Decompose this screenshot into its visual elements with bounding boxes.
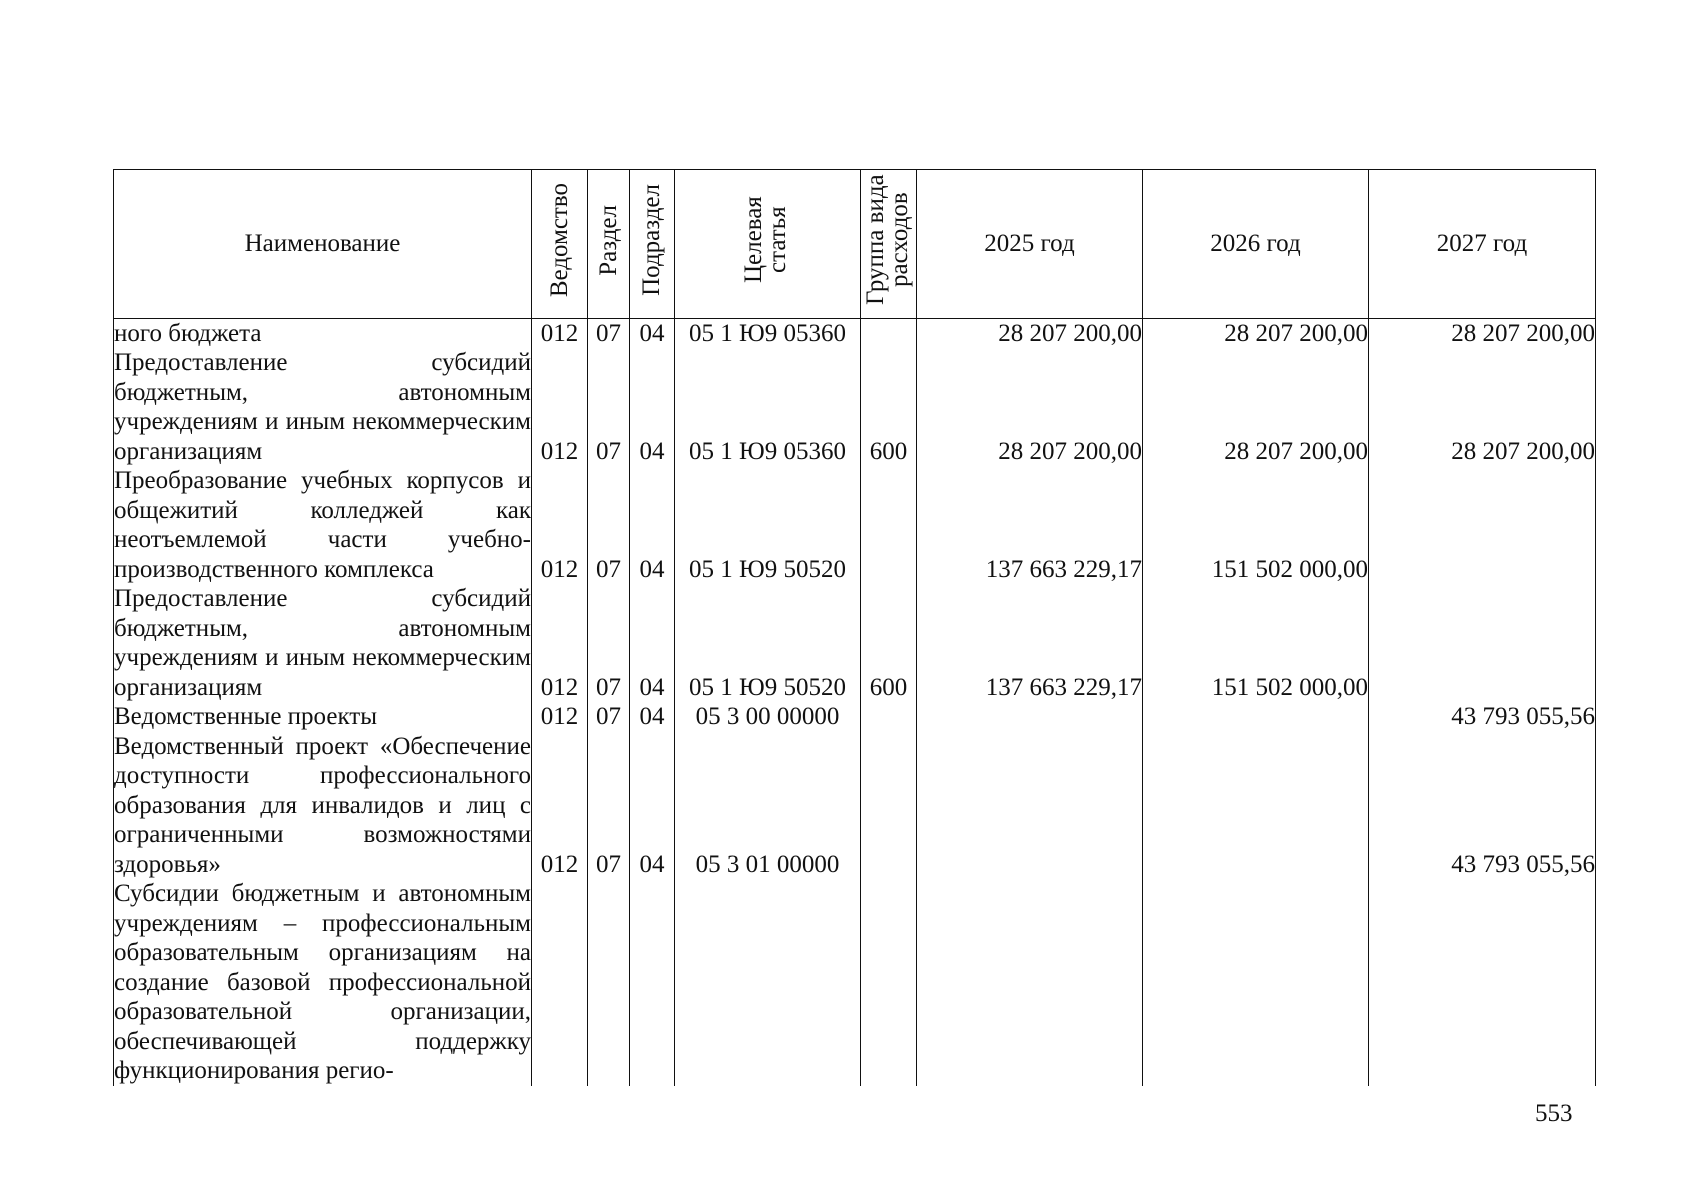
row-2026 [1143, 702, 1369, 732]
row-2026 [1143, 879, 1369, 1086]
budget-table [113, 169, 1596, 1086]
row-name: ного бюджета [114, 318, 532, 348]
row-podrazdel: 04 [630, 318, 675, 348]
header-gruppa-vida-rashodov: Группа вида расходов [861, 170, 917, 319]
row-2026: 28 207 200,00 [1143, 318, 1369, 348]
header-celevaya-statya: Целевая статья [675, 170, 861, 319]
row-vedomstvo [532, 879, 588, 1086]
row-celevaya-statya [675, 879, 861, 1086]
row-2026 [1143, 732, 1369, 880]
row-razdel: 07 [588, 702, 630, 732]
row-podrazdel: 04 [630, 702, 675, 732]
row-gruppa [861, 732, 917, 880]
row-2027 [1369, 584, 1596, 702]
table-header-row [114, 170, 1596, 319]
row-gruppa: 600 [861, 584, 917, 702]
row-name: Ведомственные проекты [114, 702, 532, 732]
table-row [114, 318, 1596, 348]
row-2027: 43 793 055,56 [1369, 702, 1596, 732]
row-2026: 151 502 000,00 [1143, 466, 1369, 584]
header-podrazdel: Подраздел [630, 170, 675, 319]
header-razdel: Раздел [588, 170, 630, 319]
row-2025: 28 207 200,00 [917, 318, 1143, 348]
header-2027: 2027 год [1369, 170, 1596, 319]
row-vedomstvo: 012 [532, 584, 588, 702]
table-row [114, 879, 1596, 1086]
row-vedomstvo: 012 [532, 348, 588, 466]
row-2027: 43 793 055,56 [1369, 732, 1596, 880]
row-podrazdel: 04 [630, 732, 675, 880]
page-number: 553 [1535, 1100, 1573, 1127]
row-celevaya-statya: 05 3 01 00000 [675, 732, 861, 880]
row-gruppa [861, 879, 917, 1086]
row-vedomstvo: 012 [532, 702, 588, 732]
row-gruppa: 600 [861, 348, 917, 466]
row-name: Субсидии бюджетным и автономным учреждениям – профессиональным образовательным организациям на создание базовой профессиональной образовательной организации, обеспечивающей поддержку функционирования регио- [114, 880, 531, 1084]
row-podrazdel: 04 [630, 348, 675, 466]
row-2027: 28 207 200,00 [1369, 318, 1596, 348]
row-2026: 28 207 200,00 [1143, 348, 1369, 466]
row-razdel: 07 [588, 318, 630, 348]
row-2027 [1369, 879, 1596, 1086]
row-celevaya-statya: 05 3 00 00000 [675, 702, 861, 732]
row-2025 [917, 879, 1143, 1086]
table-row [114, 466, 1596, 584]
row-2025 [917, 732, 1143, 880]
row-name: Ведомственный проект «Обеспечение доступности профессионального образования для инвалидов и лиц с ограниченными возможностями здоровья» [114, 732, 531, 878]
table-row [114, 348, 1596, 466]
row-razdel: 07 [588, 466, 630, 584]
row-vedomstvo: 012 [532, 732, 588, 880]
row-name: Предоставление субсидий бюджетным, автономным учреждениям и иным некоммерческим организациям [114, 585, 531, 701]
row-2025: 28 207 200,00 [917, 348, 1143, 466]
row-podrazdel: 04 [630, 584, 675, 702]
row-razdel: 07 [588, 584, 630, 702]
row-gruppa [861, 466, 917, 584]
header-2026: 2026 год [1143, 170, 1369, 319]
row-podrazdel: 04 [630, 466, 675, 584]
header-2025: 2025 год [917, 170, 1143, 319]
row-2025 [917, 702, 1143, 732]
row-razdel: 07 [588, 348, 630, 466]
row-razdel: 07 [588, 732, 630, 880]
row-podrazdel [630, 879, 675, 1086]
header-name: Наименование [114, 170, 532, 319]
table-row [114, 584, 1596, 702]
row-razdel [588, 879, 630, 1086]
row-2027: 28 207 200,00 [1369, 348, 1596, 466]
header-vedomstvo: Ведомство [532, 170, 588, 319]
row-2025: 137 663 229,17 [917, 466, 1143, 584]
row-celevaya-statya: 05 1 Ю9 50520 [675, 466, 861, 584]
row-name: Предоставление субсидий бюджетным, автономным учреждениям и иным некоммерческим организациям [114, 349, 531, 465]
table-row [114, 702, 1596, 732]
row-2026: 151 502 000,00 [1143, 584, 1369, 702]
row-name: Преобразование учебных корпусов и общежитий колледжей как неотъемлемой части учебно-производственного комплекса [114, 467, 531, 583]
row-gruppa [861, 318, 917, 348]
row-2025: 137 663 229,17 [917, 584, 1143, 702]
row-2027 [1369, 466, 1596, 584]
row-vedomstvo: 012 [532, 466, 588, 584]
row-celevaya-statya: 05 1 Ю9 05360 [675, 318, 861, 348]
row-celevaya-statya: 05 1 Ю9 50520 [675, 584, 861, 702]
row-celevaya-statya: 05 1 Ю9 05360 [675, 348, 861, 466]
table-row [114, 732, 1596, 880]
row-vedomstvo: 012 [532, 318, 588, 348]
row-gruppa [861, 702, 917, 732]
